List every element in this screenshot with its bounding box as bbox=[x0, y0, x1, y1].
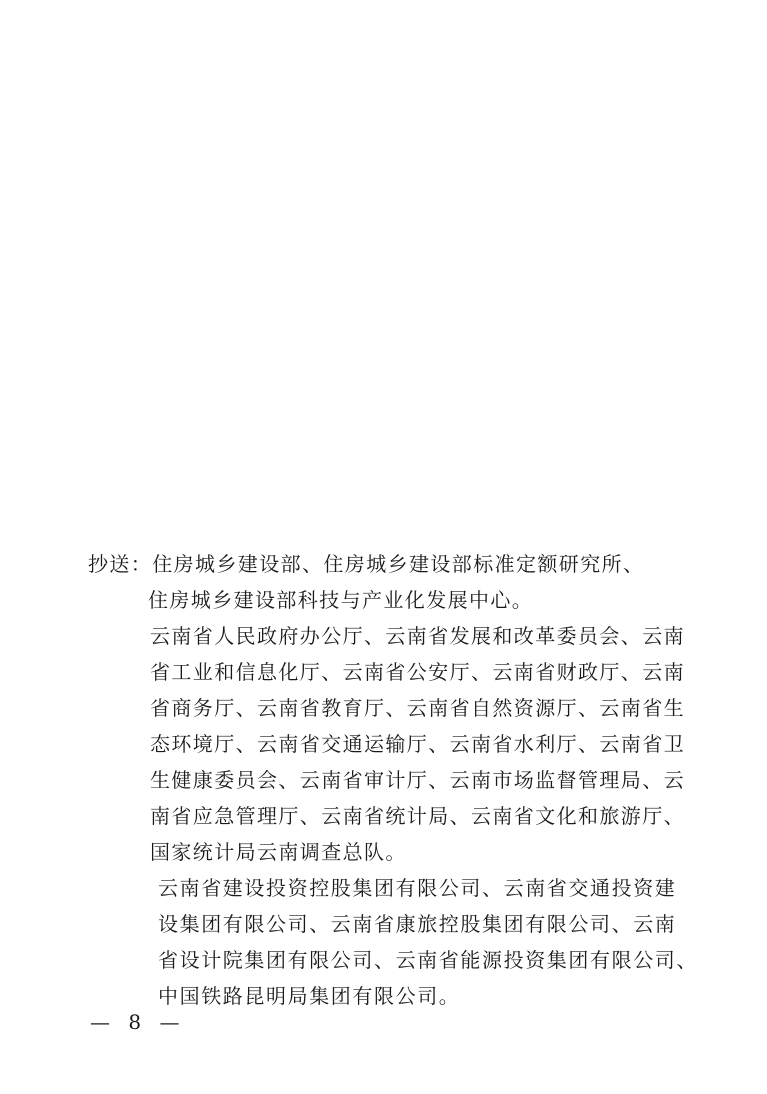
cc-line: 设集团有限公司、云南省康旅控股集团有限公司、云南 bbox=[158, 912, 677, 936]
cc-line: 国家统计局云南调查总队。 bbox=[150, 840, 407, 864]
cc-distribution-list bbox=[88, 546, 698, 1014]
cc-line: 中国铁路昆明局集团有限公司。 bbox=[158, 984, 461, 1008]
cc-line: 云南省人民政府办公厅、云南省发展和改革委员会、云南 bbox=[150, 624, 685, 648]
cc-line bbox=[88, 546, 688, 582]
cc-line: 住房城乡建设部科技与产业化发展中心。 bbox=[148, 588, 534, 612]
cc-line: 省设计院集团有限公司、云南省能源投资集团有限公司、 bbox=[158, 948, 698, 972]
cc-line: 省工业和信息化厅、云南省公安厅、云南省财政厅、云南 bbox=[150, 660, 685, 684]
cc-line: 省商务厅、云南省教育厅、云南省自然资源厅、云南省生 bbox=[150, 696, 685, 720]
cc-line: 生健康委员会、云南省审计厅、云南市场监督管理局、云 bbox=[150, 768, 685, 792]
cc-line: 态环境厅、云南省交通运输厅、云南省水利厅、云南省卫 bbox=[150, 732, 685, 756]
page-number: — 8 — bbox=[90, 1010, 186, 1034]
cc-line: 南省应急管理厅、云南省统计局、云南省文化和旅游厅、 bbox=[150, 804, 685, 828]
cc-line: 云南省建设投资控股集团有限公司、云南省交通投资建 bbox=[158, 876, 677, 900]
cc-label: 抄送： bbox=[88, 552, 153, 576]
cc-recipient-text: 住房城乡建设部、住房城乡建设部标准定额研究所、 bbox=[152, 552, 645, 576]
